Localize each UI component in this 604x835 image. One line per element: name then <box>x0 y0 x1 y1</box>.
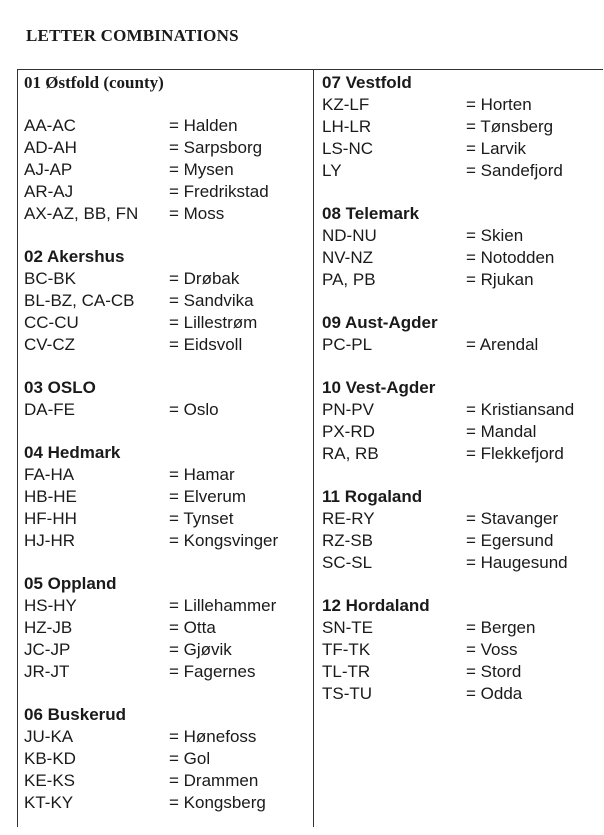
county-heading: 06 Buskerud <box>24 705 127 724</box>
town-name: = Lillehammer <box>169 596 277 615</box>
town-name: = Egersund <box>466 531 554 550</box>
letter-code: HB-HE <box>24 487 77 506</box>
list-item <box>322 160 602 182</box>
list-item <box>322 116 602 138</box>
letter-code: PC-PL <box>322 335 373 354</box>
letter-code: CC-CU <box>24 313 79 332</box>
list-item <box>24 399 310 421</box>
column-divider <box>313 69 314 827</box>
list-item <box>24 334 310 356</box>
list-item <box>24 181 310 203</box>
letter-code: LY <box>322 161 342 180</box>
town-name: = Stord <box>466 662 522 681</box>
letter-code: HS-HY <box>24 596 77 615</box>
list-item <box>24 312 310 334</box>
list-item <box>322 138 602 160</box>
letter-code: PN-PV <box>322 400 374 419</box>
town-name: = Gjøvik <box>169 640 232 659</box>
town-name: = Tynset <box>169 509 234 528</box>
letter-code: BL-BZ, CA-CB <box>24 291 135 310</box>
county-aust-agder <box>322 312 602 356</box>
letter-code: FA-HA <box>24 465 75 484</box>
county-heading: 11 Rogaland <box>322 487 423 506</box>
town-name: = Hamar <box>169 465 235 484</box>
list-item <box>322 421 602 443</box>
list-item <box>322 508 602 530</box>
letter-code: KT-KY <box>24 793 74 812</box>
list-item <box>24 268 310 290</box>
letter-code: AJ-AP <box>24 160 73 179</box>
town-name: = Flekkefjord <box>466 444 564 463</box>
county-heading: 10 Vest-Agder <box>322 378 436 397</box>
page-title: LETTER COMBINATIONS <box>26 26 239 45</box>
town-name: = Lillestrøm <box>169 313 258 332</box>
list-item <box>24 792 310 814</box>
town-name: = Bergen <box>466 618 536 637</box>
letter-code: TL-TR <box>322 662 371 681</box>
list-item <box>322 617 602 639</box>
town-name: = Otta <box>169 618 216 637</box>
county-rogaland <box>322 486 602 574</box>
town-name: = Voss <box>466 640 518 659</box>
town-name: = Sandvika <box>169 291 254 310</box>
list-item <box>24 530 310 552</box>
county-oppland <box>24 573 310 683</box>
list-item <box>24 486 310 508</box>
town-name: = Sarpsborg <box>169 138 263 157</box>
county-heading: 12 Hordaland <box>322 596 430 615</box>
town-name: = Drammen <box>169 771 259 790</box>
left-column <box>24 72 310 835</box>
list-item <box>322 683 602 705</box>
letter-code: TF-TK <box>322 640 371 659</box>
town-name: = Oslo <box>169 400 219 419</box>
letter-code: JR-JT <box>24 662 70 681</box>
letter-code: PA, PB <box>322 270 376 289</box>
list-item <box>24 203 310 225</box>
town-name: = Eidsvoll <box>169 335 243 354</box>
county-vestfold <box>322 72 602 182</box>
list-item <box>322 94 602 116</box>
list-item <box>24 595 310 617</box>
letter-code: LS-NC <box>322 139 374 158</box>
list-item <box>322 247 602 269</box>
list-item <box>322 399 602 421</box>
town-name: = Horten <box>466 95 532 114</box>
list-item <box>24 748 310 770</box>
town-name: = Rjukan <box>466 270 534 289</box>
letter-code: BC-BK <box>24 269 76 288</box>
town-name: = Fredrikstad <box>169 182 269 201</box>
town-name: = Kongsvinger <box>169 531 279 550</box>
town-name: = Haugesund <box>466 553 568 572</box>
list-item <box>322 225 602 247</box>
town-name: = Moss <box>169 204 225 223</box>
town-name: = Stavanger <box>466 509 559 528</box>
letter-code: AX-AZ, BB, FN <box>24 204 139 223</box>
letter-code: LH-LR <box>322 117 372 136</box>
list-item <box>24 508 310 530</box>
town-name: = Gol <box>169 749 211 768</box>
county-telemark <box>322 203 602 291</box>
letter-code: KZ-LF <box>322 95 370 114</box>
town-name: = Elverum <box>169 487 246 506</box>
county-ostfold <box>24 72 310 225</box>
letter-code: DA-FE <box>24 400 75 419</box>
letter-code: RE-RY <box>322 509 375 528</box>
town-name: = Arendal <box>466 335 539 354</box>
list-item <box>24 770 310 792</box>
list-item <box>24 464 310 486</box>
town-name: = Sandefjord <box>466 161 563 180</box>
letter-code: AR-AJ <box>24 182 74 201</box>
town-name: = Drøbak <box>169 269 240 288</box>
county-buskerud <box>24 704 310 814</box>
list-item <box>322 334 602 356</box>
county-heading: 04 Hedmark <box>24 443 121 462</box>
list-item <box>24 115 310 137</box>
town-name: = Halden <box>169 116 238 135</box>
town-name: = Kristiansand <box>466 400 575 419</box>
town-name: = Mandal <box>466 422 537 441</box>
letter-code: NV-NZ <box>322 248 373 267</box>
town-name: = Kongsberg <box>169 793 266 812</box>
letter-code: AD-AH <box>24 138 77 157</box>
town-name: = Skien <box>466 226 524 245</box>
list-item <box>24 661 310 683</box>
county-oslo <box>24 377 310 421</box>
list-item <box>322 639 602 661</box>
letter-code: AA-AC <box>24 116 76 135</box>
list-item <box>24 639 310 661</box>
letter-code: RA, RB <box>322 444 379 463</box>
letter-code: JC-JP <box>24 640 71 659</box>
county-heading: 08 Telemark <box>322 204 420 223</box>
right-column <box>322 72 602 726</box>
letter-code: HZ-JB <box>24 618 73 637</box>
county-heading: 01 Østfold (county) <box>24 73 164 92</box>
letter-code: RZ-SB <box>322 531 373 550</box>
letter-code: ND-NU <box>322 226 377 245</box>
county-vest-agder <box>322 377 602 465</box>
letter-code: KB-KD <box>24 749 76 768</box>
town-name: = Larvik <box>466 139 526 158</box>
town-name: = Notodden <box>466 248 555 267</box>
list-item <box>322 443 602 465</box>
town-name: = Odda <box>466 684 523 703</box>
letter-code: TS-TU <box>322 684 373 703</box>
county-heading: 09 Aust-Agder <box>322 313 438 332</box>
list-item <box>322 269 602 291</box>
county-heading: 03 OSLO <box>24 378 96 397</box>
county-heading: 07 Vestfold <box>322 73 412 92</box>
town-name: = Tønsberg <box>466 117 554 136</box>
county-heading: 02 Akershus <box>24 247 125 266</box>
letter-code: KE-KS <box>24 771 76 790</box>
letter-code: JU-KA <box>24 727 74 746</box>
letter-code: HJ-HR <box>24 531 75 550</box>
town-name: = Fagernes <box>169 662 256 681</box>
county-heading: 05 Oppland <box>24 574 117 593</box>
county-akershus <box>24 246 310 356</box>
letter-code: CV-CZ <box>24 335 75 354</box>
list-item <box>24 137 310 159</box>
list-item <box>24 617 310 639</box>
list-item <box>24 726 310 748</box>
letter-code: SC-SL <box>322 553 373 572</box>
list-item <box>24 159 310 181</box>
letter-code: HF-HH <box>24 509 77 528</box>
town-name: = Hønefoss <box>169 727 257 746</box>
list-item <box>322 552 602 574</box>
town-name: = Mysen <box>169 160 234 179</box>
list-item <box>24 290 310 312</box>
county-hordaland <box>322 595 602 705</box>
letter-code: PX-RD <box>322 422 375 441</box>
letter-code: SN-TE <box>322 618 373 637</box>
county-hedmark <box>24 442 310 552</box>
list-item <box>322 530 602 552</box>
list-item <box>322 661 602 683</box>
